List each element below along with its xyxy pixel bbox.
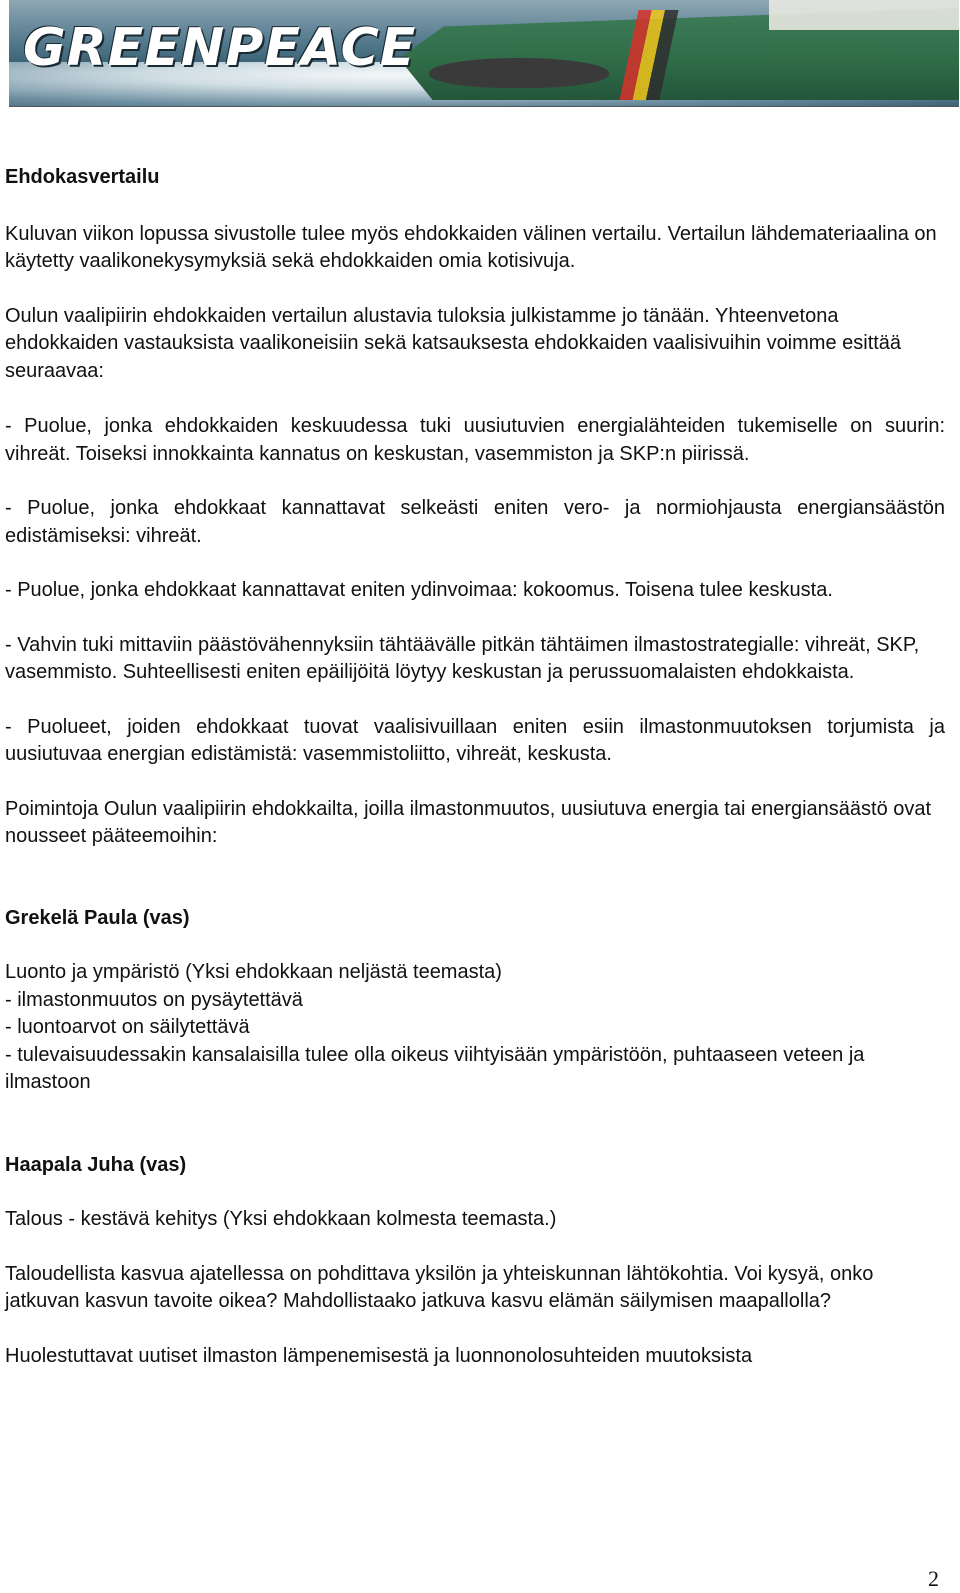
- candidate-1-line: Luonto ja ympäristö (Yksi ehdokkaan neljästä teemasta): [5, 961, 502, 983]
- intro-paragraph: Kuluvan viikon lopussa sivustolle tulee myös ehdokkaiden välinen vertailu. Vertailun lähdemateriaalina on käytetty vaalikonekysymyksiä sekä ehdokkaiden omia kotisivuja.: [5, 222, 937, 272]
- finding-4: - Vahvin tuki mittaviin päästövähennyksiin tähtäävälle pitkän tähtäimen ilmastostrategialle: vihreät, SKP, vasemmisto. Suhteellisesti eniten epäilijöitä löytyy keskustan ja perussuomalaisten ehdokkaista.: [5, 633, 920, 683]
- candidate-2-paragraph-2: Huolestuttavat uutiset ilmaston lämpenemisestä ja luonnonolosuhteiden muutoksista: [5, 1344, 753, 1367]
- greenpeace-banner: [9, 0, 959, 107]
- candidate-2-paragraph-1: Taloudellista kasvua ajatellessa on pohdittava yksilön ja yhteiskunnan lähtökohtia. Voi kysyä, onko jatkuvan kasvun tavoite oikea? Mahdollistaako jatkuva kasvu elämän säilymisen maapallolla?: [5, 1262, 874, 1312]
- candidate-1-line: - ilmastonmuutos on pysäytettävä: [5, 988, 303, 1011]
- finding-1: - Puolue, jonka ehdokkaiden keskuudessa tuki uusiutuvien energialähteiden tukemiselle on suurin: vihreät. Toiseksi innokkainta kannatus on keskustan, vasemmiston ja SKP:n piirissä.: [5, 415, 945, 465]
- page-number: 2: [928, 1566, 939, 1591]
- finding-3: - Puolue, jonka ehdokkaat kannattavat eniten ydinvoimaa: kokoomus. Toisena tulee keskusta.: [5, 579, 833, 601]
- finding-5: - Puolueet, joiden ehdokkaat tuovat vaalisivuillaan eniten esiin ilmastonmuutoksen torjumista ja uusiutuvaa energian edistämistä: vasemmistoliitto, vihreät, keskusta.: [5, 715, 945, 765]
- candidate-2-theme: Talous - kestävä kehitys (Yksi ehdokkaan kolmesta teemasta.): [5, 1208, 557, 1230]
- article-body: [5, 164, 945, 1370]
- picks-intro-paragraph: Poimintoja Oulun vaalipiirin ehdokkailta, joilla ilmastonmuutos, uusiutuva energia tai energiansäästö ovat nousseet pääteemoihin:: [5, 797, 932, 847]
- candidate-1-line: - luontoarvot on säilytettävä: [5, 1016, 250, 1038]
- candidate-1-points: [5, 959, 945, 1097]
- summary-intro-paragraph: Oulun vaalipiirin ehdokkaiden vertailun alustavia tuloksia julkistamme jo tänään. Yhteenvetona ehdokkaiden vastauksista vaalikoneisiin sekä katsauksesta ehdokkaiden vaalisivuihin voimme esittää seuraavaa:: [5, 304, 902, 382]
- article-heading: Ehdokasvertailu: [5, 166, 160, 188]
- candidate-1-name: Grekelä Paula (vas): [5, 906, 190, 929]
- banner-dinghy: [429, 58, 609, 88]
- candidate-2-name: Haapala Juha (vas): [5, 1153, 187, 1176]
- candidate-1-line: - tulevaisuudessakin kansalaisilla tulee olla oikeus viihtyisään ympäristöön, puhtaaseen veteen ja ilmastoon: [5, 1043, 865, 1093]
- greenpeace-logo: GREENPEACE: [23, 18, 417, 78]
- finding-2: - Puolue, jonka ehdokkaat kannattavat selkeästi eniten vero- ja normiohjausta energiansäästön edistämiseksi: vihreät.: [5, 497, 945, 547]
- banner-ship-deck: [769, 0, 959, 30]
